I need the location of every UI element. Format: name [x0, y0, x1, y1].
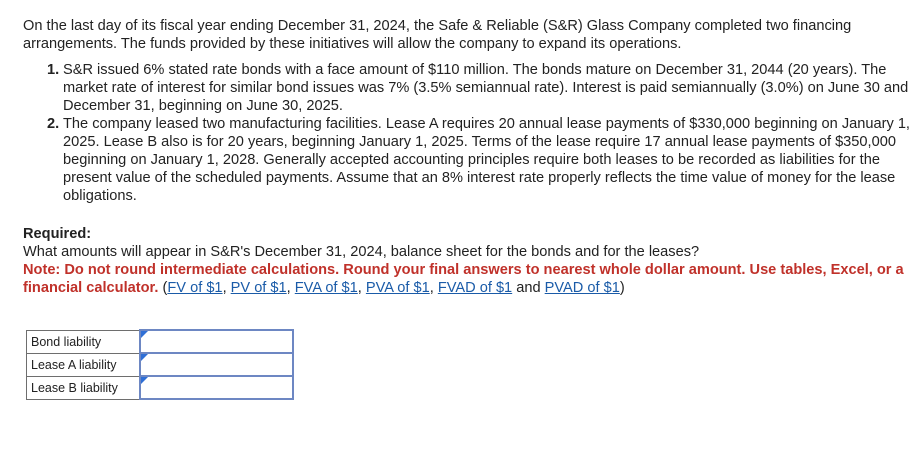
fv-of-1-link[interactable]: FV of $1	[167, 280, 223, 296]
bond-liability-cell[interactable]	[140, 330, 293, 353]
table-row	[27, 330, 294, 353]
bond-liability-input[interactable]	[141, 331, 292, 352]
lease-a-liability-cell[interactable]	[140, 353, 293, 376]
lease-b-liability-input[interactable]	[141, 377, 292, 398]
links-open: (	[162, 280, 168, 296]
lease-a-liability-label: Lease A liability	[27, 353, 141, 376]
list-item-text: S&R issued 6% stated rate bonds with a face amount of $110 million. The bonds mature on December 31, 2044 (20 years). The market rate of interest for similar bond issues was 7% (3.5% semiannual rate). Interest is paid semiannually (3.0%) on June 30 and December 31, beginning on June 30, 2025.	[63, 62, 909, 114]
pvad-of-1-link[interactable]: PVAD of $1	[544, 280, 620, 296]
list-item-number: 2.	[47, 116, 60, 132]
instructions: Note: Do not round intermediate calculations. Round your final answers to nearest whole dollar amount. Use tables, Excel, or a financial calculator. (FV of $1, PV of $1, FVA of $1, PVA of $1, FVAD of $1 and PVAD of $1)	[23, 262, 904, 296]
list-item	[47, 115, 913, 205]
input-marker-icon	[141, 354, 148, 361]
answer-table	[26, 329, 294, 400]
links-and: and	[516, 280, 541, 296]
list-item-text: The company leased two manufacturing facilities. Lease A requires 20 annual lease payments of $330,000 beginning on January 1, 2025. Lease B also is for 20 years, beginning January 1, 2025. Terms of the lease require 17 annual lease payments of $350,000 beginning on January 1, 2028. Generally accepted accounting principles require both leases to be recorded as liabilities for the present value of the scheduled payments. Assume that an 8% interest rate properly reflects the time value of money for the lease obligations.	[63, 116, 910, 204]
numbered-list	[23, 61, 913, 205]
problem-content	[23, 17, 913, 297]
list-item	[47, 61, 913, 115]
lease-b-liability-cell[interactable]	[140, 376, 293, 399]
bond-liability-label: Bond liability	[27, 330, 141, 353]
lease-a-liability-input[interactable]	[141, 354, 292, 375]
lease-b-liability-label: Lease B liability	[27, 376, 141, 399]
input-marker-icon	[141, 331, 148, 338]
intro-paragraph: On the last day of its fiscal year ending December 31, 2024, the Safe & Reliable (S&R) Glass Company completed two financing arrangements. The funds provided by these initiatives will allow the company to expand its operations.	[23, 18, 852, 52]
note-text: Note: Do not round intermediate calculations. Round your final answers to nearest whole dollar amount. Use tables, Excel, or a financial calculator.	[23, 262, 904, 296]
fva-of-1-link[interactable]: FVA of $1	[294, 280, 358, 296]
fvad-of-1-link[interactable]: FVAD of $1	[437, 280, 513, 296]
input-marker-icon	[141, 377, 148, 384]
question-text: What amounts will appear in S&R's December 31, 2024, balance sheet for the bonds and for the leases?	[23, 244, 700, 260]
pv-of-1-link[interactable]: PV of $1	[230, 280, 287, 296]
table-row	[27, 376, 294, 399]
links-close: )	[619, 280, 625, 296]
table-row	[27, 353, 294, 376]
required-heading: Required:	[23, 226, 92, 242]
list-item-number: 1.	[47, 62, 60, 78]
pva-of-1-link[interactable]: PVA of $1	[365, 280, 430, 296]
